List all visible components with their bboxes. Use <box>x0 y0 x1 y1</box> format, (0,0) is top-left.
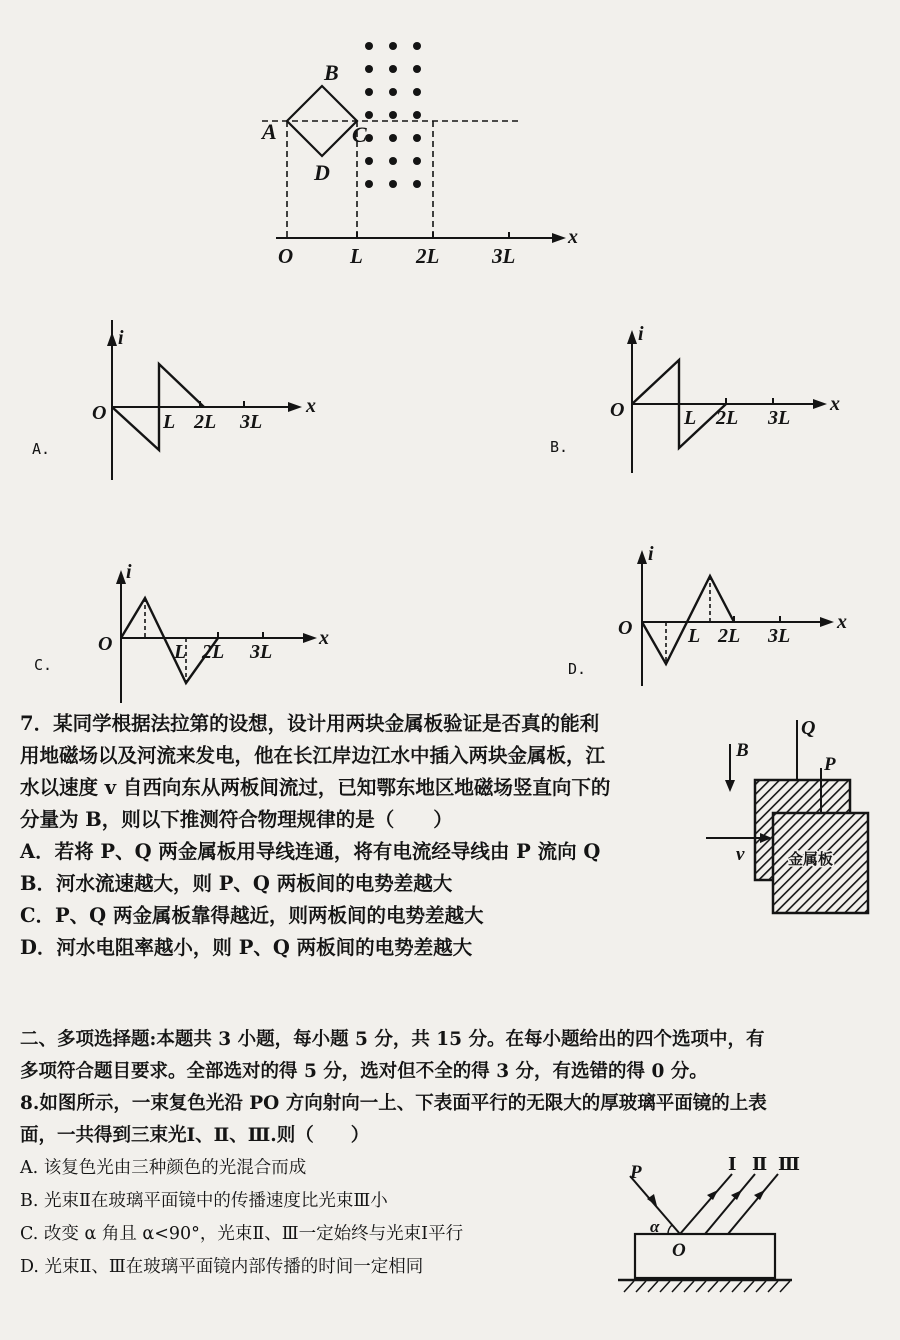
graph-C <box>20 558 350 708</box>
graph-A-option-label: A. <box>32 440 51 458</box>
graph-A-tick-3L: 3L <box>240 411 263 433</box>
field-dot <box>365 111 373 119</box>
field-dot <box>389 134 397 142</box>
tick-3L: 3L <box>492 244 516 268</box>
graph-A-tick-L: L <box>163 411 176 433</box>
q8-option-c[interactable]: C. 改变 α 角且 α<90°，光束Ⅱ、Ⅲ一定始终与光束Ⅰ平行 <box>20 1224 464 1244</box>
field-dot <box>413 111 421 119</box>
graph-D-ylabel: i <box>648 543 654 565</box>
q8-stem-line: 8.如图所示，一束复色光沿 PO 方向射向一上、下表面平行的无限大的厚玻璃平面镜的上表 <box>20 1093 767 1114</box>
label-v: v <box>736 844 745 865</box>
q8-stem-line: 面，一共得到三束光Ⅰ、Ⅱ、Ⅲ.则（ ） <box>20 1125 370 1146</box>
q7-option-a[interactable]: A．若将 P、Q 两金属板用导线连通，将有电流经导线由 P 流向 Q <box>20 840 601 863</box>
label-beam-III: Ⅲ <box>778 1154 800 1174</box>
field-dot <box>413 180 421 188</box>
graph-A <box>20 320 350 490</box>
label-P: P <box>824 754 836 775</box>
q7-stem-line: 水以速度 v 自西向东从两板间流过，已知鄂东地区地磁场竖直向下的 <box>20 776 611 799</box>
graph-A-origin: O <box>92 402 107 424</box>
tick-L: L <box>350 244 363 268</box>
field-dot <box>365 157 373 165</box>
graph-B-tick-L: L <box>684 407 697 429</box>
label-beam-II: Ⅱ <box>752 1154 768 1174</box>
graph-D-origin: O <box>618 617 633 639</box>
graph-C-tick-L: L <box>174 641 187 663</box>
q7-stem-line: 分量为 B，则以下推测符合物理规律的是（ ） <box>20 808 453 831</box>
q7-option-b[interactable]: B．河水流速越大，则 P、Q 两板间的电势差越大 <box>20 872 453 895</box>
q8-option-d[interactable]: D. 光束Ⅱ、Ⅲ在玻璃平面镜内部传播的时间一定相同 <box>20 1257 424 1277</box>
graph-D <box>552 538 882 688</box>
graph-C-option-label: C. <box>34 656 53 674</box>
graph-B-option-label: B. <box>550 438 569 456</box>
section-2-line: 多项符合题目要求。全部选对的得 5 分，选对但不全的得 3 分，有选错的得 0 分。 <box>20 1061 708 1082</box>
field-dot <box>413 88 421 96</box>
label-metal-plate: 金属板 <box>788 852 834 868</box>
field-dots <box>365 42 421 188</box>
figure-loop-field <box>0 0 900 300</box>
q8-option-a[interactable]: A. 该复色光由三种颜色的光混合而成 <box>20 1158 307 1178</box>
field-dot <box>365 65 373 73</box>
q7-option-d[interactable]: D．河水电阻率越小，则 P、Q 两板间的电势差越大 <box>20 936 473 959</box>
graph-C-origin: O <box>98 633 113 655</box>
field-dot <box>389 88 397 96</box>
graph-D-tick-3L: 3L <box>768 625 791 647</box>
graph-B <box>540 318 870 488</box>
graph-B-ylabel: i <box>638 323 644 345</box>
label-P-ray: P <box>630 1162 642 1183</box>
q8-option-b[interactable]: B. 光束Ⅱ在玻璃平面镜中的传播速度比光束Ⅲ小 <box>20 1191 388 1211</box>
field-dot <box>389 180 397 188</box>
q7-option-c[interactable]: C．P、Q 两金属板靠得越近，则两板间的电势差越大 <box>20 904 484 927</box>
field-dot <box>413 134 421 142</box>
field-dot <box>389 157 397 165</box>
graph-C-tick-3L: 3L <box>250 641 273 663</box>
q7-stem-line: 7．某同学根据法拉第的设想，设计用两块金属板验证是否真的能利 <box>20 712 600 735</box>
label-alpha: α <box>650 1217 660 1236</box>
label-O-point: O <box>672 1240 686 1261</box>
point-D: D <box>314 160 330 185</box>
graph-D-option-label: D. <box>568 660 587 678</box>
field-dot <box>365 180 373 188</box>
figure-glass-mirror <box>610 1150 840 1300</box>
graph-A-ylabel: i <box>118 327 124 349</box>
label-B: B <box>736 740 749 761</box>
field-dot <box>365 88 373 96</box>
field-dot <box>413 42 421 50</box>
field-dot <box>365 42 373 50</box>
graph-D-tick-2L: 2L <box>718 625 741 647</box>
field-dot <box>413 157 421 165</box>
field-dot <box>389 42 397 50</box>
graph-C-ylabel: i <box>126 561 132 583</box>
section-2-line: 二、多项选择题:本题共 3 小题，每小题 5 分，共 15 分。在每小题给出的四个选项中，有 <box>20 1029 765 1050</box>
graph-C-xlabel: x <box>319 627 329 649</box>
point-C: C <box>352 122 367 147</box>
graph-B-origin: O <box>610 399 625 421</box>
tick-2L: 2L <box>416 244 440 268</box>
point-B: B <box>324 60 339 85</box>
field-dot <box>413 65 421 73</box>
axis-x-label: x <box>568 226 578 248</box>
tick-O: O <box>278 244 294 268</box>
point-A: A <box>262 119 277 144</box>
graph-B-tick-2L: 2L <box>716 407 739 429</box>
graph-D-tick-L: L <box>688 625 701 647</box>
label-beam-I: Ⅰ <box>728 1154 737 1174</box>
graph-A-tick-2L: 2L <box>194 411 217 433</box>
graph-B-tick-3L: 3L <box>768 407 791 429</box>
figure-metal-plates <box>700 710 890 950</box>
q7-stem-line: 用地磁场以及河流来发电，他在长江岸边江水中插入两块金属板，江 <box>20 744 606 767</box>
graph-B-xlabel: x <box>830 393 840 415</box>
question-7 <box>20 708 710 964</box>
graph-A-xlabel: x <box>306 395 316 417</box>
graph-C-tick-2L: 2L <box>202 641 225 663</box>
field-dot <box>389 111 397 119</box>
section-2-header <box>20 1024 880 1088</box>
label-Q: Q <box>801 717 816 739</box>
graph-D-xlabel: x <box>837 611 847 633</box>
field-dot <box>389 65 397 73</box>
